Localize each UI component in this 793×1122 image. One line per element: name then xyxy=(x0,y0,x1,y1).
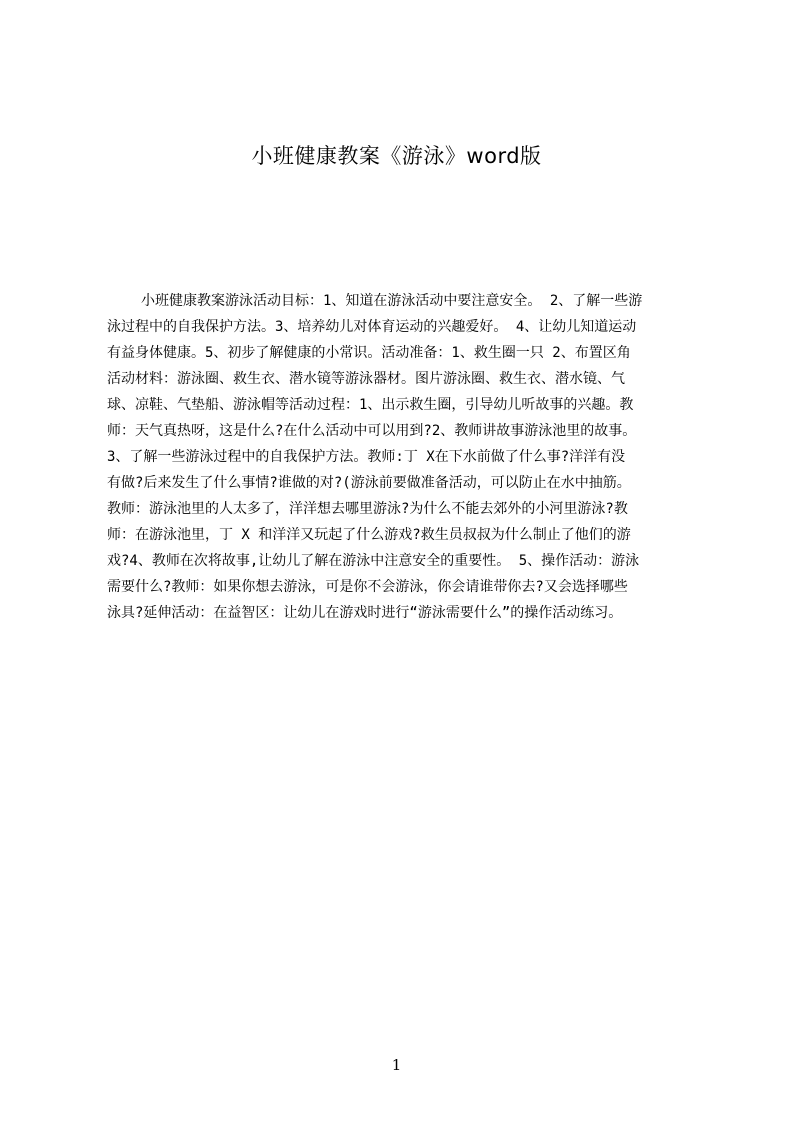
body-line: 需要什么?教师：如果你想去游泳，可是你不会游泳，你会请谁带你去?又会选择哪些 xyxy=(107,579,628,595)
document-title: 小班健康教案《游泳》word版 xyxy=(251,144,542,168)
body-line: 教师：游泳池里的人太多了，洋洋想去哪里游泳?为什么不能去郊外的小河里游泳?教 xyxy=(107,501,628,517)
document-body xyxy=(107,288,699,626)
body-line: 戏?4、教师在次将故事,让幼儿了解在游泳中注意安全的重要性。 5、操作活动：游泳 xyxy=(107,553,640,569)
body-line: 小班健康教案游泳活动目标：1、知道在游泳活动中要注意安全。 2、了解一些游 xyxy=(141,293,643,309)
body-line: 有做?后来发生了什么事情?谁做的对?(游泳前要做准备活动，可以防止在水中抽筋。 xyxy=(107,475,631,491)
body-line: 师：在游泳池里，丁 X 和洋洋又玩起了什么游戏?救生员叔叔为什么制止了他们的游 xyxy=(107,527,631,543)
body-line: 3、了解一些游泳过程中的自我保护方法。教师:丁 X在下水前做了什么事?洋洋有没 xyxy=(107,449,626,465)
body-line: 泳过程中的自我保护方法。3、培养幼儿对体育运动的兴趣爱好。 4、让幼儿知道运动 xyxy=(107,319,637,335)
body-line: 师：天气真热呀，这是什么?在什么活动中可以用到?2、教师讲故事游泳池里的故事。 xyxy=(107,423,637,439)
body-line: 有益身体健康。5、初步了解健康的小常识。活动准备：1、救生圈一只 2、布置区角 xyxy=(107,345,631,361)
body-line: 球、凉鞋、气垫船、游泳帽等活动过程：1、出示救生圈，引导幼儿听故事的兴趣。教 xyxy=(107,397,634,413)
body-line: 泳具?延伸活动：在益智区：让幼儿在游戏时进行“游泳需要什么”的操作活动练习。 xyxy=(107,605,623,621)
body-line: 活动材料：游泳圈、救生衣、潜水镜等游泳器材。图片游泳圈、救生衣、潜水镜、气 xyxy=(107,371,625,387)
page-number: 1 xyxy=(391,1056,402,1074)
